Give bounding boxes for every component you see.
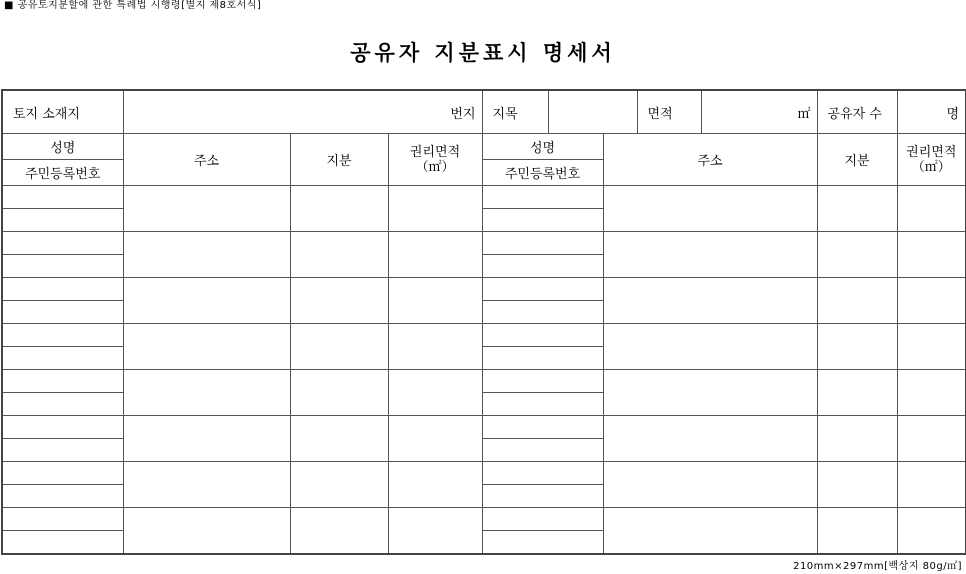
resident-number-cell[interactable] xyxy=(482,439,603,462)
resident-number-cell[interactable] xyxy=(2,347,123,370)
right-area-cell[interactable] xyxy=(388,232,482,278)
land-location-label: 토지 소재지 xyxy=(2,90,123,134)
resident-number-cell[interactable] xyxy=(2,485,123,508)
land-info-row xyxy=(2,90,966,134)
name-cell[interactable] xyxy=(482,462,603,485)
share-cell[interactable] xyxy=(290,508,388,555)
share-cell[interactable] xyxy=(817,416,897,462)
share-cell[interactable] xyxy=(817,186,897,232)
right-area-cell[interactable] xyxy=(388,508,482,555)
column-header-row xyxy=(2,134,966,160)
right-area-cell[interactable] xyxy=(388,278,482,324)
right-area-cell[interactable] xyxy=(388,324,482,370)
share-cell[interactable] xyxy=(290,278,388,324)
right-area-cell[interactable] xyxy=(897,186,966,232)
name-cell[interactable] xyxy=(2,462,123,485)
co-owner-count-field[interactable] xyxy=(897,90,966,134)
address-cell[interactable] xyxy=(603,416,817,462)
address-cell[interactable] xyxy=(123,278,290,324)
name-cell[interactable] xyxy=(482,186,603,209)
name-header-right: 성명 xyxy=(482,134,603,160)
resident-number-cell[interactable] xyxy=(482,485,603,508)
right-area-cell[interactable] xyxy=(388,370,482,416)
address-cell[interactable] xyxy=(123,232,290,278)
resident-number-cell[interactable] xyxy=(2,531,123,555)
name-cell[interactable] xyxy=(2,232,123,255)
share-cell[interactable] xyxy=(290,324,388,370)
name-cell[interactable] xyxy=(482,370,603,393)
address-cell[interactable] xyxy=(123,462,290,508)
name-cell[interactable] xyxy=(2,278,123,301)
share-cell[interactable] xyxy=(817,324,897,370)
share-cell[interactable] xyxy=(817,462,897,508)
right-area-header-right xyxy=(897,134,966,186)
address-header-left: 주소 xyxy=(123,134,290,186)
resident-number-cell[interactable] xyxy=(2,301,123,324)
name-cell[interactable] xyxy=(482,278,603,301)
address-cell[interactable] xyxy=(603,232,817,278)
right-area-cell[interactable] xyxy=(388,462,482,508)
address-cell[interactable] xyxy=(123,508,290,555)
name-cell[interactable] xyxy=(482,416,603,439)
resident-number-cell[interactable] xyxy=(2,439,123,462)
right-area-cell[interactable] xyxy=(897,416,966,462)
share-header-right: 지분 xyxy=(817,134,897,186)
share-cell[interactable] xyxy=(817,370,897,416)
right-area-unit: （㎡） xyxy=(415,159,455,175)
address-cell[interactable] xyxy=(603,278,817,324)
right-area-cell[interactable] xyxy=(388,186,482,232)
share-cell[interactable] xyxy=(290,416,388,462)
name-cell[interactable] xyxy=(2,324,123,347)
address-header-right: 주소 xyxy=(603,134,817,186)
address-cell[interactable] xyxy=(603,186,817,232)
share-cell[interactable] xyxy=(817,232,897,278)
address-cell[interactable] xyxy=(603,324,817,370)
right-area-cell[interactable] xyxy=(897,370,966,416)
right-area-label: 권리면적 xyxy=(409,144,461,160)
page-title: 공유자 지분표시 명세서 xyxy=(350,41,616,65)
name-cell[interactable] xyxy=(482,324,603,347)
land-category-field[interactable] xyxy=(548,90,637,134)
name-cell[interactable] xyxy=(2,508,123,531)
name-cell[interactable] xyxy=(2,416,123,439)
name-header-left: 성명 xyxy=(2,134,123,160)
right-area-cell[interactable] xyxy=(897,232,966,278)
right-area-cell[interactable] xyxy=(388,416,482,462)
name-cell[interactable] xyxy=(482,232,603,255)
resident-number-cell[interactable] xyxy=(482,209,603,232)
resident-number-header-left: 주민등록번호 xyxy=(2,160,123,186)
share-cell[interactable] xyxy=(817,508,897,555)
right-area-header-left xyxy=(388,134,482,186)
resident-number-cell[interactable] xyxy=(482,347,603,370)
address-cell[interactable] xyxy=(603,462,817,508)
share-header-left: 지분 xyxy=(290,134,388,186)
name-cell[interactable] xyxy=(2,186,123,209)
share-cell[interactable] xyxy=(817,278,897,324)
resident-number-cell[interactable] xyxy=(482,301,603,324)
resident-number-header-right: 주민등록번호 xyxy=(482,160,603,186)
resident-number-cell[interactable] xyxy=(482,531,603,555)
resident-number-cell[interactable] xyxy=(482,255,603,278)
name-cell[interactable] xyxy=(482,508,603,531)
right-area-label: 권리면적 xyxy=(906,144,957,160)
resident-number-cell[interactable] xyxy=(2,255,123,278)
address-cell[interactable] xyxy=(123,416,290,462)
address-cell[interactable] xyxy=(603,508,817,555)
resident-number-cell[interactable] xyxy=(2,393,123,416)
area-unit: ㎡ xyxy=(797,106,811,122)
share-cell[interactable] xyxy=(290,232,388,278)
paper-spec-note: 210mm×297mm[백상지 80g/㎡] xyxy=(793,561,962,572)
share-cell[interactable] xyxy=(290,370,388,416)
resident-number-cell[interactable] xyxy=(2,209,123,232)
area-label: 면적 xyxy=(637,90,701,134)
address-cell[interactable] xyxy=(123,324,290,370)
address-cell[interactable] xyxy=(603,370,817,416)
land-location-field[interactable] xyxy=(123,90,482,134)
co-owner-count-unit: 명 xyxy=(946,106,960,122)
address-cell[interactable] xyxy=(123,186,290,232)
share-cell[interactable] xyxy=(290,462,388,508)
land-category-label: 지목 xyxy=(482,90,548,134)
area-field[interactable] xyxy=(701,90,817,134)
resident-number-cell[interactable] xyxy=(482,393,603,416)
right-area-unit: （㎡） xyxy=(911,159,951,175)
name-cell[interactable] xyxy=(2,370,123,393)
right-area-cell[interactable] xyxy=(897,324,966,370)
right-area-cell[interactable] xyxy=(897,462,966,508)
share-statement-table xyxy=(1,89,966,555)
right-area-cell[interactable] xyxy=(897,278,966,324)
lot-number-suffix: 번지 xyxy=(450,106,476,122)
share-cell[interactable] xyxy=(290,186,388,232)
co-owner-count-label: 공유자 수 xyxy=(817,90,897,134)
address-cell[interactable] xyxy=(123,370,290,416)
form-reference-note: ■ 공유토지분할에 관한 특례법 시행령[별지 제8호서식] xyxy=(4,0,262,11)
right-area-cell[interactable] xyxy=(897,508,966,555)
